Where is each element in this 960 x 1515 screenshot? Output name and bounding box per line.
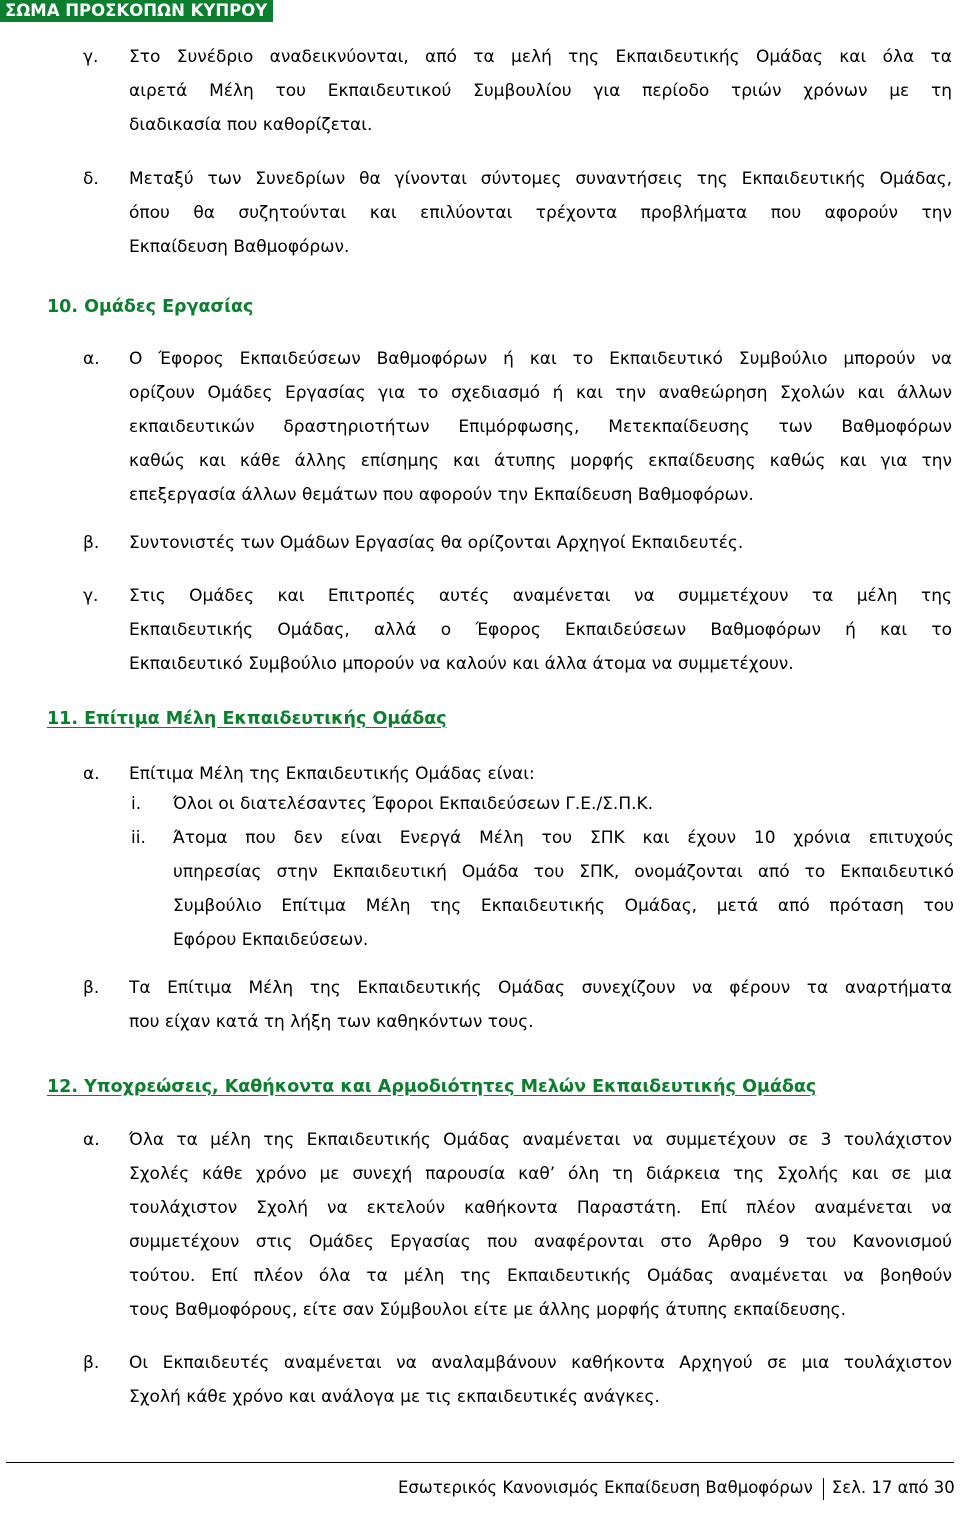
text-line: τους Βαθμοφόρους, είτε σαν Σύμβουλοι είτε με άλλης μορφής άτυπης εκπαίδευσης. (129, 1300, 846, 1320)
sub-item-marker: ii. (131, 828, 146, 848)
text-line: Οι Εκπαιδευτές αναμένεται να αναλαμβάνουν καθήκοντα Αρχηγού σε μια τουλάχιστον (129, 1353, 952, 1373)
text-line: υπηρεσίας στην Εκπαιδευτική Ομάδα του ΣΠΚ, ονομάζονται από το Εκπαιδευτικό (173, 862, 954, 882)
text-line: καθώς και κάθε άλλης επίσημης και άτυπης μορφής εκπαίδευσης καθώς και για την (129, 451, 952, 471)
text-line: Τα Επίτιμα Μέλη της Εκπαιδευτικής Ομάδας συνεχίζουν να φέρουν τα αναρτήματα (129, 978, 952, 998)
text-line: Συμβούλιο Επίτιμα Μέλη της Εκπαιδευτικής Ομάδας, μετά από πρόταση του (173, 896, 954, 916)
text-line: ορίζουν Ομάδες Εργασίας για το σχεδιασμό ή και την αναθεώρηση Σχολών και άλλων (129, 383, 952, 403)
item-marker: α. (83, 1130, 100, 1150)
text-line: Εφόρου Εκπαιδεύσεων. (173, 930, 369, 950)
item-marker: γ. (83, 47, 99, 67)
sub-item-marker: i. (131, 794, 142, 814)
item-marker: α. (83, 764, 100, 784)
text-line: συμμετέχουν στις Ομάδες Εργασίας που αναφέρονται στο Άρθρο 9 του Κανονισμού (129, 1232, 952, 1252)
text-line: Μεταξύ των Συνεδρίων θα γίνονται σύντομες συναντήσεις της Εκπαιδευτικής Ομάδας, (129, 169, 952, 189)
text-line: αιρετά Μέλη του Εκπαιδευτικού Συμβουλίου για περίοδο τριών χρόνων με τη (129, 81, 952, 101)
item-marker: β. (83, 978, 100, 998)
footer-separator (823, 1478, 824, 1500)
section-heading: 12. Υποχρεώσεις, Καθήκοντα και Αρμοδιότητες Μελών Εκπαιδευτικής Ομάδας (47, 1077, 817, 1097)
footer-document-title: Εσωτερικός Κανονισμός Εκπαίδευση Βαθμοφόρων (398, 1478, 813, 1497)
text-line: Ο Έφορος Εκπαιδεύσεων Βαθμοφόρων ή και το Εκπαιδευτικό Συμβούλιο μπορούν να (129, 349, 952, 369)
organization-header: ΣΩΜΑ ΠΡΟΣΚΟΠΩΝ ΚΥΠΡΟΥ (0, 0, 273, 22)
text-line: Εκπαίδευση Βαθμοφόρων. (129, 237, 350, 257)
section-heading: 11. Επίτιμα Μέλη Εκπαιδευτικής Ομάδας (47, 709, 447, 729)
text-line: επεξεργασία άλλων θεμάτων που αφορούν την Εκπαίδευση Βαθμοφόρων. (129, 485, 754, 505)
item-marker: γ. (83, 586, 99, 606)
text-line: εκπαιδευτικών δραστηριοτήτων Επιμόρφωσης, Μετεκπαίδευσης των Βαθμοφόρων (129, 417, 952, 437)
section-heading: 10. Ομάδες Εργασίας (47, 297, 254, 317)
page-footer (398, 1476, 955, 1500)
text-line: που είχαν κατά τη λήξη των καθηκόντων τους. (129, 1012, 534, 1032)
footer-divider (6, 1462, 954, 1463)
text-line: διαδικασία που καθορίζεται. (129, 115, 373, 135)
footer-page-number: Σελ. 17 από 30 (831, 1478, 955, 1497)
text-line: Εκπαιδευτικής Ομάδας, αλλά ο Έφορος Εκπαιδεύσεων Βαθμοφόρων ή και το (129, 620, 952, 640)
item-marker: α. (83, 349, 100, 369)
text-line: Όλοι οι διατελέσαντες Έφοροι Εκπαιδεύσεων Γ.Ε./Σ.Π.Κ. (173, 794, 654, 814)
text-line: Όλα τα μέλη της Εκπαιδευτικής Ομάδας αναμένεται να συμμετέχουν σε 3 τουλάχιστον (129, 1130, 952, 1150)
item-marker: β. (83, 1353, 100, 1373)
text-line: Εκπαιδευτικό Συμβούλιο μπορούν να καλούν και άλλα άτομα να συμμετέχουν. (129, 654, 794, 674)
text-line: Στις Ομάδες και Επιτροπές αυτές αναμένεται να συμμετέχουν τα μέλη της (129, 586, 952, 606)
text-line: Άτομα που δεν είναι Ενεργά Μέλη του ΣΠΚ και έχουν 10 χρόνια επιτυχούς (173, 828, 954, 848)
text-line: Επίτιμα Μέλη της Εκπαιδευτικής Ομάδας είναι: (129, 764, 535, 784)
text-line: Σχολές κάθε χρόνο με συνεχή παρουσία καθ’ όλη τη διάρκεια της Σχολής και σε μια (129, 1164, 952, 1184)
item-marker: β. (83, 533, 100, 553)
text-line: Συντονιστές των Ομάδων Εργασίας θα ορίζονται Αρχηγοί Εκπαιδευτές. (129, 533, 744, 553)
text-line: τούτου. Επί πλέον όλα τα μέλη της Εκπαιδευτικής Ομάδας αναμένεται να βοηθούν (129, 1266, 952, 1286)
text-line: τουλάχιστον Σχολή να εκτελούν καθήκοντα Παραστάτη. Επί πλέον αναμένεται να (129, 1198, 952, 1218)
item-marker: δ. (83, 169, 99, 189)
text-line: Στο Συνέδριο αναδεικνύονται, από τα μελή της Εκπαιδευτικής Ομάδας και όλα τα (129, 47, 952, 67)
text-line: Σχολή κάθε χρόνο και ανάλογα με τις εκπαιδευτικές ανάγκες. (129, 1387, 660, 1407)
text-line: όπου θα συζητούνται και επιλύονται τρέχοντα προβλήματα που αφορούν την (129, 203, 952, 223)
